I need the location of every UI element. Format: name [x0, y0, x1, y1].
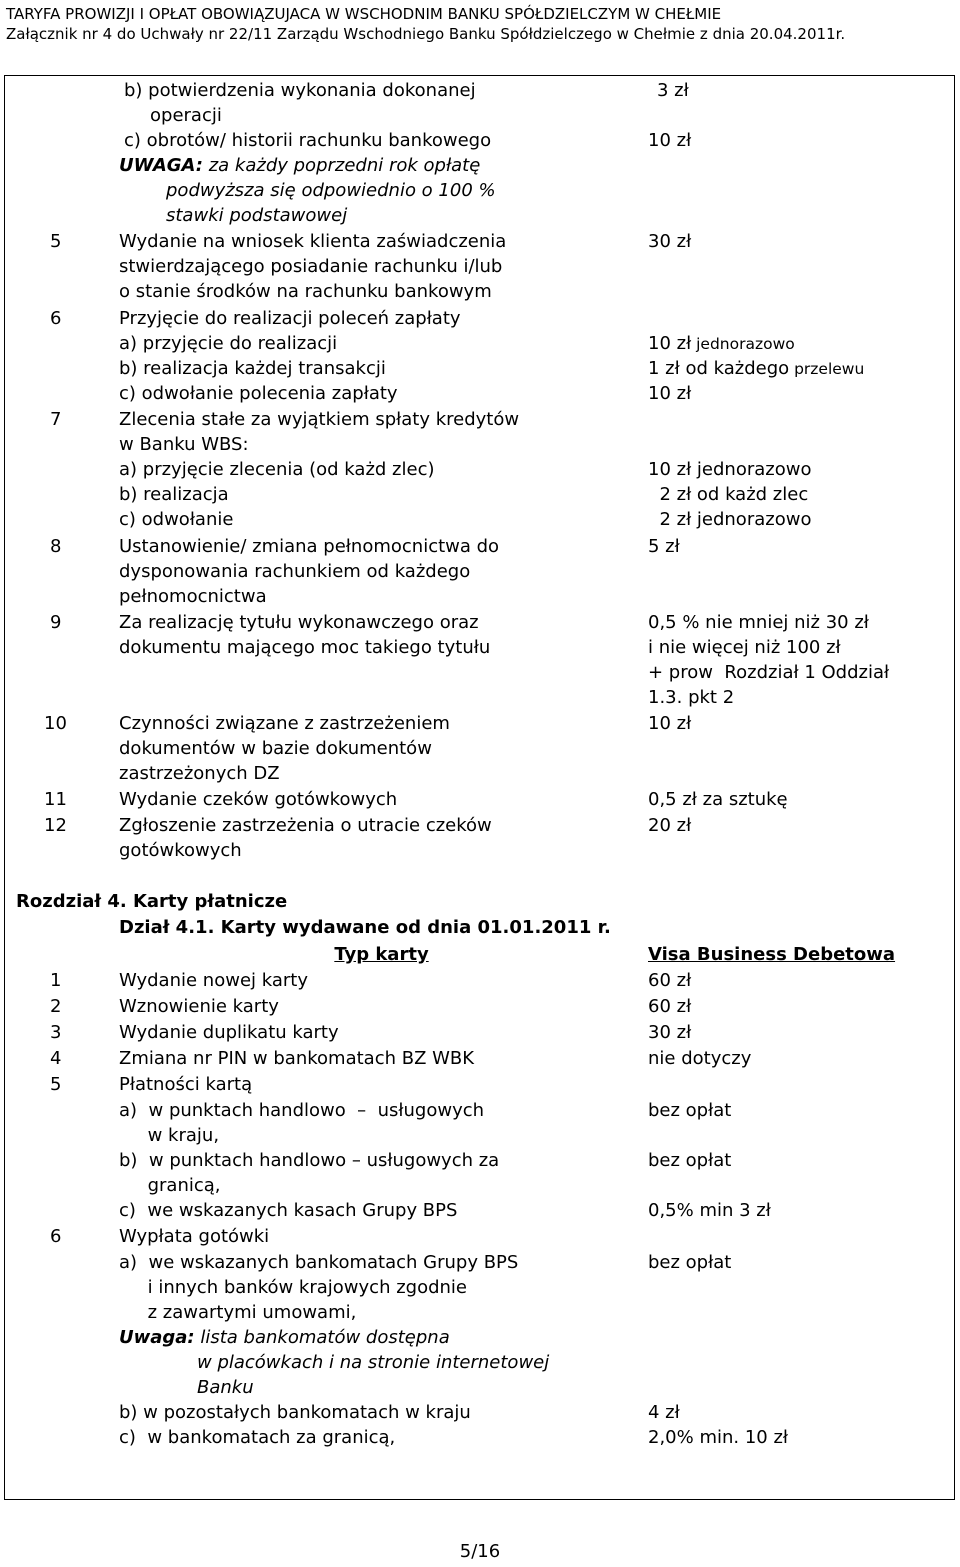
item-b-desc: b) potwierdzenia wykonania dokonanej: [124, 80, 476, 101]
row-12-desc: Zgłoszenie zastrzeżenia o utracie czeków: [119, 815, 492, 836]
item-b-desc-cont: operacji: [150, 105, 222, 126]
row-10-desc-3: zastrzeżonych DZ: [119, 763, 280, 784]
card-row-6-fee-c: 2,0% min. 10 zł: [648, 1427, 789, 1448]
row-9-fee-4: 1.3. pkt 2: [648, 687, 735, 708]
card-row-6-a: a) we wskazanych bankomatach Grupy BPS: [119, 1252, 519, 1273]
row-7-fee-a: 10 zł jednorazowo: [648, 459, 812, 480]
row-5-desc: Wydanie na wniosek klienta zaświadczenia: [119, 231, 507, 252]
row-6-a: a) przyjęcie do realizacji: [119, 333, 338, 354]
item-b-fee: 3 zł: [657, 80, 689, 101]
uwaga-text-1: za każdy poprzedni rok opłatę: [203, 155, 481, 176]
card-row-5-b: b) w punktach handlowo – usługowych za: [119, 1150, 500, 1171]
row-7-fee-b: 2 zł od każd zlec: [648, 484, 809, 505]
card-uwaga-label: Uwaga:: [119, 1327, 195, 1348]
row-9-fee-3: + prow Rozdział 1 Oddział: [648, 662, 890, 683]
card-row-5-number: 5: [50, 1074, 62, 1095]
card-row-5-fee-a: bez opłat: [648, 1100, 732, 1121]
row-9-fee-1: 0,5 % nie mniej niż 30 zł: [648, 612, 869, 633]
row-10-desc: Czynności związane z zastrzeżeniem: [119, 713, 450, 734]
card-uwaga-text-1: lista bankomatów dostępna: [194, 1327, 450, 1348]
row-7-desc: Zlecenia stałe za wyjątkiem spłaty kredytów: [119, 409, 520, 430]
row-9-number: 9: [50, 612, 62, 633]
row-5-number: 5: [50, 231, 62, 252]
card-row-1-desc: Wydanie nowej karty: [119, 970, 308, 991]
row-6-b: b) realizacja każdej transakcji: [119, 358, 386, 379]
uwaga-label: UWAGA:: [119, 155, 203, 176]
row-11-desc: Wydanie czeków gotówkowych: [119, 789, 398, 810]
row-9-desc-2: dokumentu mającego moc takiego tytułu: [119, 637, 491, 658]
row-5-desc-2: stwierdzającego posiadanie rachunku i/lub: [119, 256, 503, 277]
card-row-6-fee-b: 4 zł: [648, 1402, 680, 1423]
card-row-1-number: 1: [50, 970, 62, 991]
row-5-desc-3: o stanie środków na rachunku bankowym: [119, 281, 492, 302]
section-4-subtitle: Dział 4.1. Karty wydawane od dnia 01.01.2011 r.: [119, 917, 611, 938]
row-10-desc-2: dokumentów w bazie dokumentów: [119, 738, 432, 759]
header-line-2: Załącznik nr 4 do Uchwały nr 22/11 Zarządu Wschodniego Banku Spółdzielczego w Chełmie z dnia 20.04.2011r.: [6, 25, 846, 43]
row-7-a: a) przyjęcie zlecenia (od każd zlec): [119, 459, 435, 480]
row-9-desc: Za realizację tytułu wykonawczego oraz: [119, 612, 479, 633]
row-8-desc-2: dysponowania rachunkiem od każdego: [119, 561, 471, 582]
row-8-desc: Ustanowienie/ zmiana pełnomocnictwa do: [119, 536, 500, 557]
card-row-4-fee: nie dotyczy: [648, 1048, 752, 1069]
row-11-fee: 0,5 zł za sztukę: [648, 789, 788, 810]
card-row-3-desc: Wydanie duplikatu karty: [119, 1022, 339, 1043]
card-row-6-number: 6: [50, 1226, 62, 1247]
header-line-1: TARYFA PROWIZJI I OPŁAT OBOWIĄZUJACA W WSCHODNIM BANKU SPÓŁDZIELCZYM W CHEŁMIE: [6, 5, 722, 23]
row-6-c: c) odwołanie polecenia zapłaty: [119, 383, 398, 404]
card-row-5-c: c) we wskazanych kasach Grupy BPS: [119, 1200, 458, 1221]
row-8-number: 8: [50, 536, 62, 557]
row-10-fee: 10 zł: [648, 713, 692, 734]
column-header-visa: Visa Business Debetowa: [648, 944, 896, 965]
row-11-number: 11: [44, 789, 67, 810]
card-row-4-desc: Zmiana nr PIN w bankomatach BZ WBK: [119, 1048, 475, 1069]
card-row-5-b-cont: granicą,: [119, 1175, 221, 1196]
card-row-6-b: b) w pozostałych bankomatach w kraju: [119, 1402, 471, 1423]
row-7-number: 7: [50, 409, 62, 430]
row-5-fee: 30 zł: [648, 231, 692, 252]
row-6-fee-b-amount: 1 zł od każdego: [648, 358, 790, 379]
card-row-6-fee-a: bez opłat: [648, 1252, 732, 1273]
card-row-3-fee: 30 zł: [648, 1022, 692, 1043]
card-row-6-a-cont: i innych banków krajowych zgodnie: [119, 1277, 467, 1298]
page-number: 5/16: [459, 1541, 501, 1562]
row-6-fee-a-amount: 10 zł: [648, 333, 692, 354]
card-uwaga-text-2: w placówkach i na stronie internetowej: [197, 1352, 550, 1373]
card-row-5-desc: Płatności kartą: [119, 1074, 253, 1095]
row-12-fee: 20 zł: [648, 815, 692, 836]
row-7-fee-c: 2 zł jednorazowo: [648, 509, 812, 530]
section-4-title: Rozdział 4. Karty płatnicze: [16, 891, 288, 912]
card-row-6-c: c) w bankomatach za granicą,: [119, 1427, 396, 1448]
column-header-card-type: Typ karty: [334, 944, 429, 965]
row-7-b: b) realizacja: [119, 484, 229, 505]
row-7-c: c) odwołanie: [119, 509, 234, 530]
row-6-fee-c: 10 zł: [648, 383, 692, 404]
card-row-6-desc: Wypłata gotówki: [119, 1226, 270, 1247]
card-row-4-number: 4: [50, 1048, 62, 1069]
card-uwaga-note: [119, 1325, 450, 1350]
row-10-number: 10: [44, 713, 67, 734]
item-c-desc: c) obrotów/ historii rachunku bankowego: [124, 130, 492, 151]
row-8-desc-3: pełnomocnictwa: [119, 586, 267, 607]
card-row-3-number: 3: [50, 1022, 62, 1043]
card-row-5-fee-b: bez opłat: [648, 1150, 732, 1171]
card-row-6-a-cont-2: z zawartymi umowami,: [119, 1302, 357, 1323]
row-6-fee-b: [648, 356, 864, 382]
row-9-fee-2: i nie więcej niż 100 zł: [648, 637, 841, 658]
row-6-fee-a-note: jednorazowo: [691, 335, 795, 353]
card-row-2-desc: Wznowienie karty: [119, 996, 279, 1017]
row-6-fee-a: [648, 331, 795, 357]
card-row-5-a: a) w punktach handlowo – usługowych: [119, 1100, 485, 1121]
row-6-desc: Przyjęcie do realizacji poleceń zapłaty: [119, 308, 461, 329]
card-row-2-fee: 60 zł: [648, 996, 692, 1017]
card-row-5-fee-c: 0,5% min 3 zł: [648, 1200, 771, 1221]
uwaga-note: [119, 153, 480, 178]
row-12-desc-2: gotówkowych: [119, 840, 242, 861]
uwaga-text-3: stawki podstawowej: [166, 205, 348, 226]
card-row-5-a-cont: w kraju,: [119, 1125, 220, 1146]
row-6-number: 6: [50, 308, 62, 329]
row-7-desc-2: w Banku WBS:: [119, 434, 249, 455]
card-row-1-fee: 60 zł: [648, 970, 692, 991]
uwaga-text-2: podwyższa się odpowiednio o 100 %: [166, 180, 496, 201]
row-6-fee-b-note: przelewu: [789, 360, 865, 378]
card-row-2-number: 2: [50, 996, 62, 1017]
row-8-fee: 5 zł: [648, 536, 680, 557]
card-uwaga-text-3: Banku: [197, 1377, 254, 1398]
item-c-fee: 10 zł: [648, 130, 692, 151]
row-12-number: 12: [44, 815, 67, 836]
